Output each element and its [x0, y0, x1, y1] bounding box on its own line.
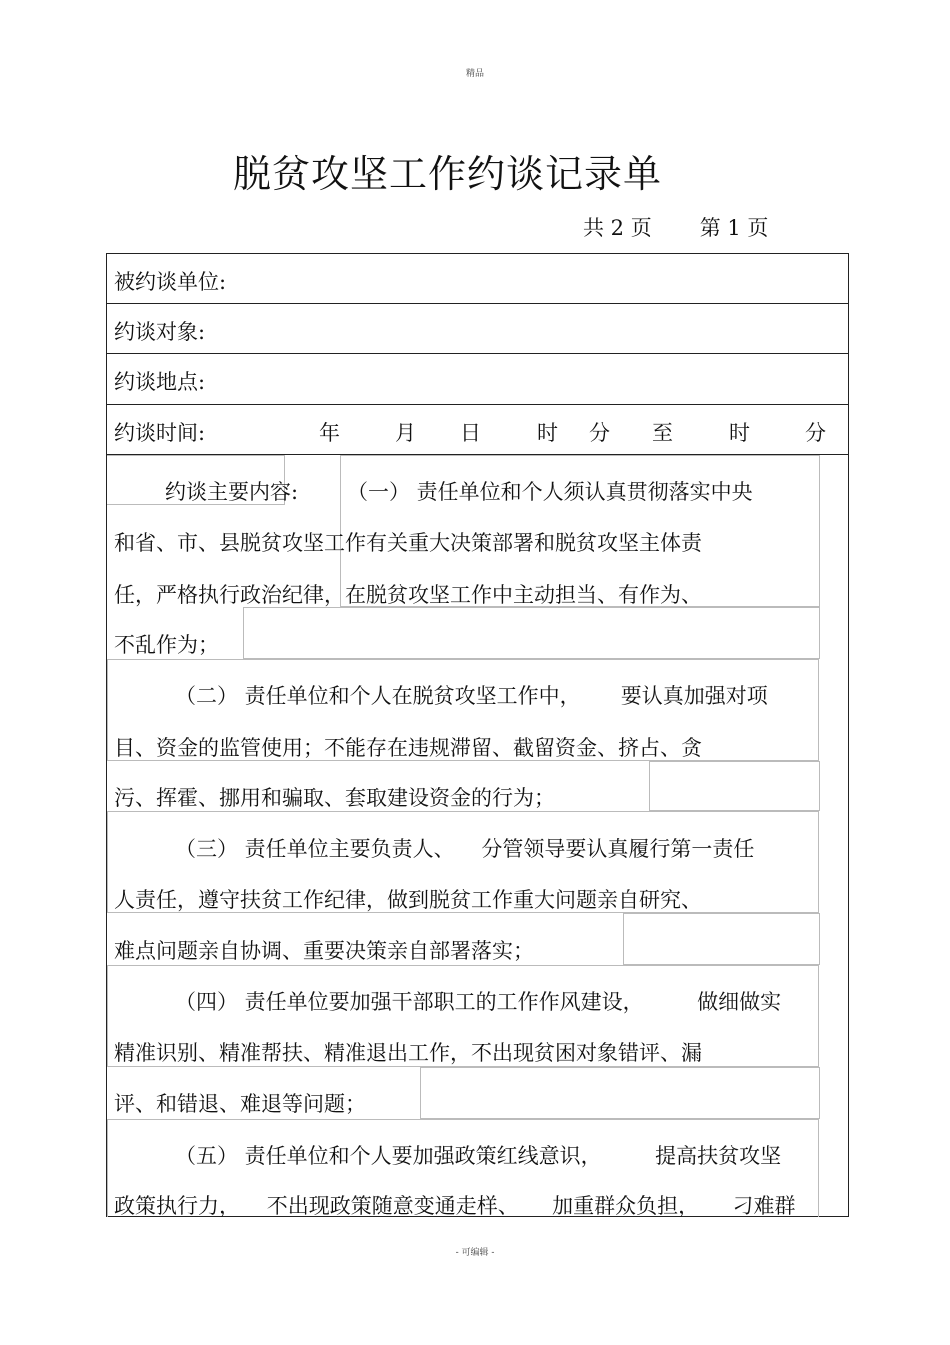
time-year: 年: [319, 421, 340, 445]
content-line: 政策执行力， 不出现政策随意变通走样、 加重群众负担， 刁难群: [114, 1194, 796, 1217]
content-line: 人责任，遵守扶贫工作纪律，做到脱贫工作重大问题亲自研究、: [114, 888, 702, 912]
page-info: [583, 212, 772, 242]
page-total: 共 2 页: [583, 216, 652, 240]
content-line: 难点问题亲自协调、重要决策亲自部署落实；: [114, 939, 534, 963]
time-minute-end: 分: [805, 421, 826, 445]
content-line: （三） 责任单位主要负责人、 分管领导要认真履行第一责任: [175, 837, 755, 861]
content-line: 评、和错退、难退等问题；: [114, 1092, 366, 1116]
content-line: 任，严格执行政治纪律，在脱贫攻坚工作中主动担当、有作为、: [114, 583, 702, 607]
time-month: 月: [395, 421, 416, 445]
content-line: （四） 责任单位要加强干部职工的工作作风建设， 做细做实: [175, 990, 782, 1014]
row-target: [107, 304, 848, 354]
content-section: [107, 455, 848, 1217]
footer-watermark: - 可编辑 -: [455, 1248, 495, 1258]
ghost-frame: [649, 761, 820, 811]
content-line: （一） 责任单位和个人须认真贯彻落实中央: [347, 480, 753, 504]
field-time-label: 约谈时间:: [114, 421, 206, 445]
time-hour: 时: [537, 421, 558, 445]
content-line: 精准识别、精准帮扶、精准退出工作，不出现贫困对象错评、漏: [114, 1041, 702, 1065]
record-table: [106, 253, 849, 1217]
page-current: 第 1 页: [699, 216, 769, 240]
ghost-frame: [243, 607, 820, 659]
content-line: 污、挥霍、挪用和骗取、套取建设资金的行为；: [114, 786, 555, 810]
field-target-label: 约谈对象:: [114, 320, 206, 344]
field-place-label: 约谈地点:: [114, 370, 206, 394]
content-line: 目、资金的监管使用；不能存在违规滞留、截留资金、挤占、贪: [114, 736, 702, 760]
content-line: 和省、市、县脱贫攻坚工作有关重大决策部署和脱贫攻坚主体责: [114, 531, 702, 555]
time-minute: 分: [589, 421, 610, 445]
row-unit: [107, 254, 848, 304]
page-title: 脱贫攻坚工作约谈记录单: [232, 152, 662, 196]
time-day: 日: [460, 421, 481, 445]
ghost-frame: [420, 1067, 820, 1119]
header-watermark: 精品: [465, 69, 484, 79]
field-unit-label: 被约谈单位:: [114, 270, 227, 294]
ghost-frame: [623, 913, 820, 965]
content-line: （二） 责任单位和个人在脱贫攻坚工作中， 要认真加强对项: [175, 684, 768, 708]
row-time: [107, 405, 848, 455]
row-place: [107, 354, 848, 405]
content-line: 不乱作为；: [114, 633, 219, 657]
content-label: 约谈主要内容:: [165, 480, 299, 504]
time-to: 至: [652, 421, 673, 445]
content-line: （五） 责任单位和个人要加强政策红线意识， 提高扶贫攻坚: [175, 1144, 782, 1168]
time-hour-end: 时: [729, 421, 750, 445]
